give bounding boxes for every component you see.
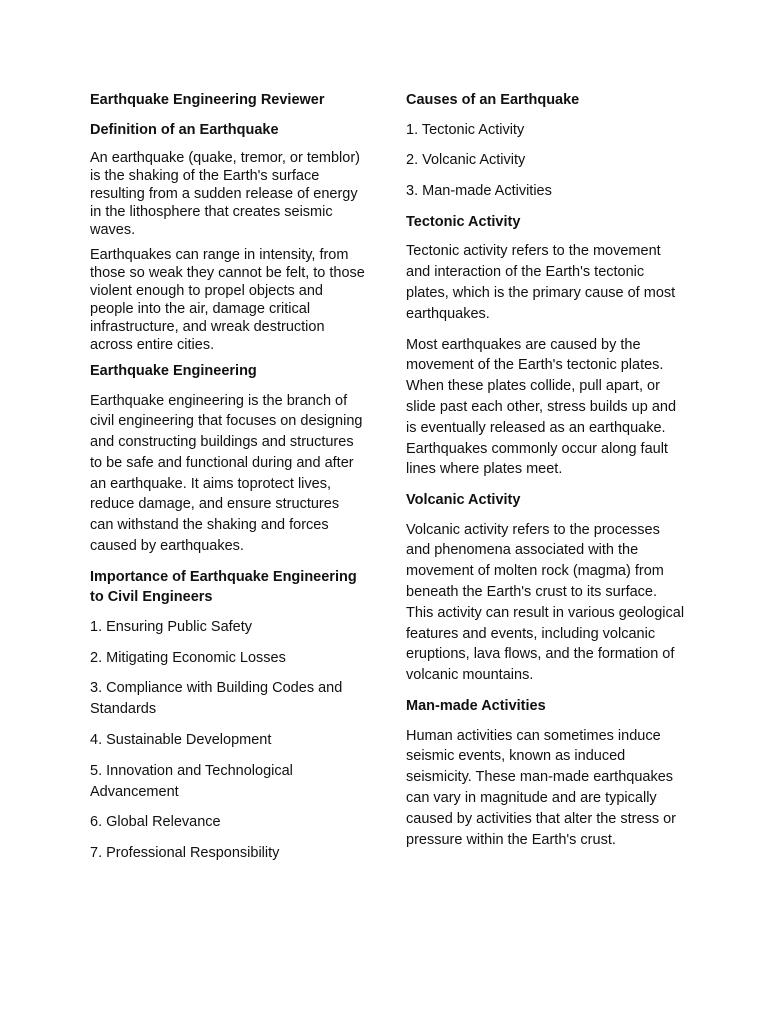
volcanic-heading: Volcanic Activity bbox=[406, 492, 521, 509]
importance-list bbox=[90, 617, 365, 864]
volcanic-paragraph: Volcanic activity refers to the processes and phenomena associated with the movement of molten rock (magma) from beneath the Earth's crust to its surface. This activity can result in various geological features and events, including volcanic eruptions, lava flows, and the formation of volcanic mountains. bbox=[406, 521, 685, 684]
causes-heading: Causes of an Earthquake bbox=[406, 92, 580, 108]
list-item: 4. Sustainable Development bbox=[90, 732, 272, 749]
manmade-paragraph: Human activities can sometimes induce seismic events, known as induced seismicity. These man-made earthquakes can vary in magnitude and are typically caused by activities that alter the stress or pressure within the Earth's crust. bbox=[406, 727, 676, 848]
manmade-heading: Man-made Activities bbox=[406, 698, 546, 715]
tectonic-paragraph-2: Most earthquakes are caused by the movement of the Earth's tectonic plates. When these plates collide, pull apart, or slide past each other, stress builds up and is eventually released as an earthquake. Earthquakes commonly occur along fault lines where plates meet. bbox=[406, 336, 677, 478]
list-item: 3. Compliance with Building Codes and Standards bbox=[90, 680, 343, 718]
right-column bbox=[406, 90, 686, 860]
list-item: 1. Tectonic Activity bbox=[406, 121, 525, 138]
engineering-heading: Earthquake Engineering bbox=[90, 363, 257, 379]
list-item: 1. Ensuring Public Safety bbox=[90, 618, 253, 635]
list-item: 3. Man-made Activities bbox=[406, 183, 552, 200]
document-title: Earthquake Engineering Reviewer bbox=[90, 92, 325, 108]
causes-list bbox=[406, 120, 686, 202]
list-item: 7. Professional Responsibility bbox=[90, 845, 280, 862]
list-item: 6. Global Relevance bbox=[90, 814, 221, 831]
tectonic-heading: Tectonic Activity bbox=[406, 213, 521, 230]
list-item: 2. Mitigating Economic Losses bbox=[90, 649, 286, 666]
definition-paragraph-1: An earthquake (quake, tremor, or temblor) is the shaking of the Earth's surface resulting from a sudden release of energy in the lithosphere that creates seismic waves. bbox=[90, 150, 360, 238]
tectonic-paragraph-1: Tectonic activity refers to the movement and interaction of the Earth's tectonic plates, which is the primary cause of most earthquakes. bbox=[406, 243, 676, 322]
definition-heading: Definition of an Earthquake bbox=[90, 121, 279, 138]
list-item: 5. Innovation and Technological Advancement bbox=[90, 762, 293, 800]
definition-paragraph-2: Earthquakes can range in intensity, from those so weak they cannot be felt, to those violent enough to propel objects and people into the air, damage critical infrastructure, and wreak destruction across entire cities. bbox=[90, 247, 365, 353]
engineering-paragraph: Earthquake engineering is the branch of civil engineering that focuses on designing and constructing buildings and structures to be safe and functional during and after an earthquake. It aims toprotect lives, reduce damage, and ensure structures can withstand the shaking and forces caused by earthquakes. bbox=[90, 392, 363, 555]
list-item: 2. Volcanic Activity bbox=[406, 152, 526, 169]
importance-heading: Importance of Earthquake Engineering to Civil Engineers bbox=[90, 568, 357, 606]
left-column bbox=[90, 90, 365, 874]
